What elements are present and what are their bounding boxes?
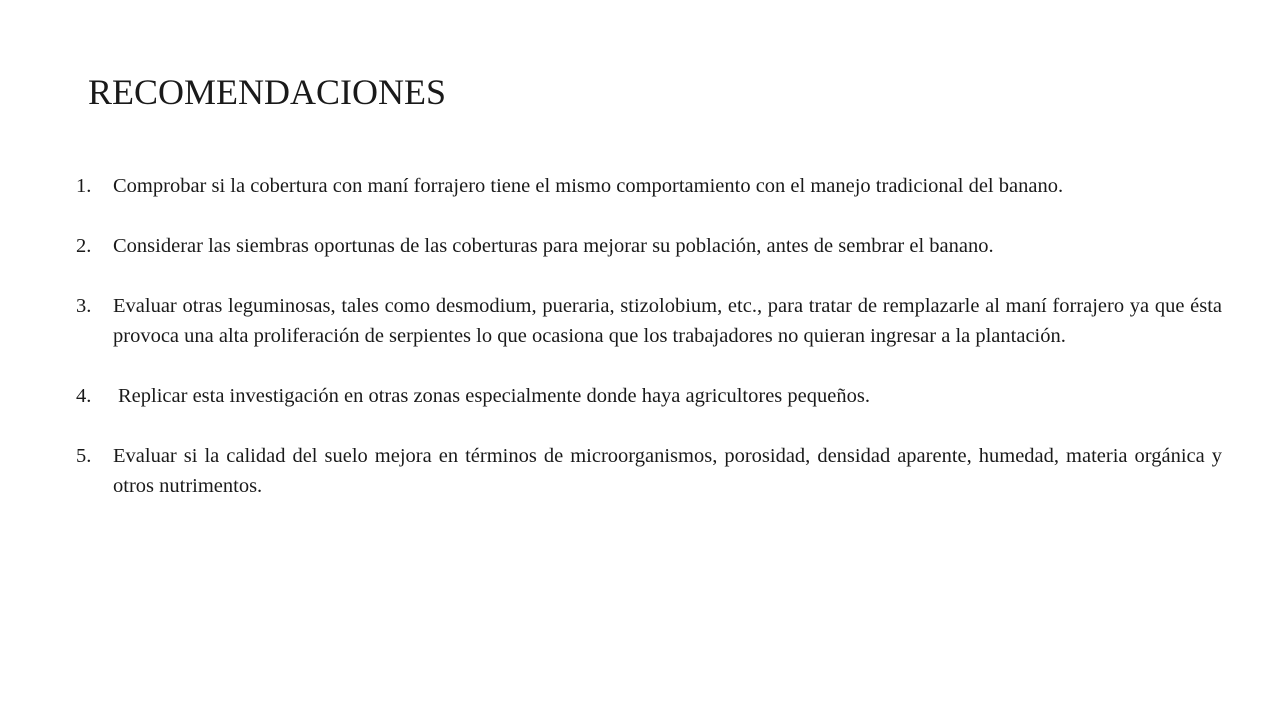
recommendation-item	[76, 231, 1222, 261]
recommendation-item	[76, 381, 1222, 411]
recommendation-number: 1.	[76, 175, 92, 197]
recommendation-item	[76, 441, 1222, 501]
recommendation-number: 4.	[76, 385, 92, 407]
recommendation-number: 3.	[76, 295, 92, 317]
recommendation-number: 2.	[76, 235, 92, 257]
recommendation-text: Replicar esta investigación en otras zonas especialmente donde haya agricultores pequeños.	[118, 385, 870, 407]
recommendation-item	[76, 171, 1222, 201]
recommendation-text: Evaluar otras leguminosas, tales como desmodium, pueraria, stizolobium, etc., para tratar de remplazarle al maní forrajero ya que ésta provoca una alta proliferación de serpientes lo que ocasiona que los trabajadores no quieran ingresar a la plantación.	[113, 295, 1222, 347]
slide-title: RECOMENDACIONES	[88, 72, 447, 112]
recommendation-number: 5.	[76, 445, 92, 467]
recommendations-list	[76, 171, 1222, 501]
recommendation-item	[76, 291, 1222, 351]
recommendation-text: Comprobar si la cobertura con maní forrajero tiene el mismo comportamiento con el manejo tradicional del banano.	[113, 175, 1064, 197]
recommendation-text: Considerar las siembras oportunas de las coberturas para mejorar su población, antes de sembrar el banano.	[113, 235, 994, 257]
recommendation-text: Evaluar si la calidad del suelo mejora en términos de microorganismos, porosidad, densidad aparente, humedad, materia orgánica y otros nutrimentos.	[113, 445, 1222, 497]
